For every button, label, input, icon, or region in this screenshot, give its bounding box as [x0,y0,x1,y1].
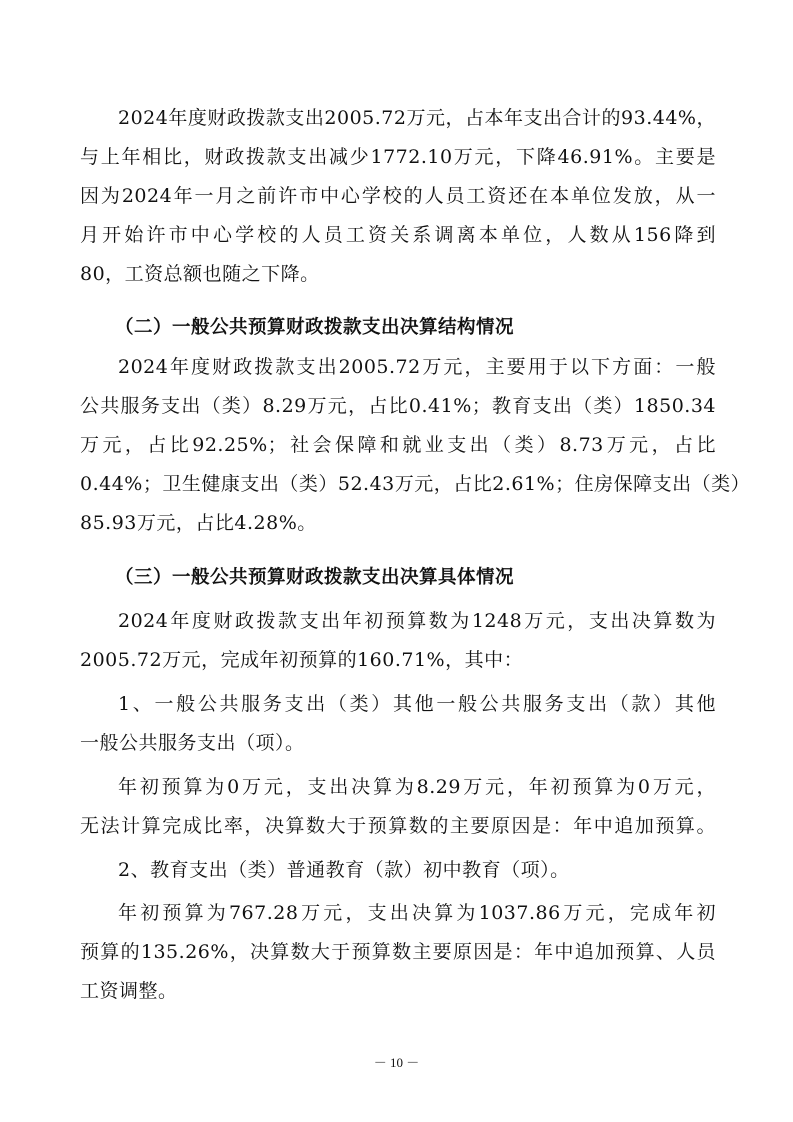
text-line: 年初预算为0万元，支出决算为8.29万元，年初预算为0万元， [118,776,716,798]
text-line: 一般公共服务支出（项）。 [80,732,305,754]
text-line: 公共服务支出（类）8.29万元，占比0.41%；教育支出（类）1850.34 [80,395,716,417]
text-line: 85.93万元，占比4.28%。 [80,512,317,534]
text-line: 无法计算完成比率，决算数大于预算数的主要原因是：年中追加预算。 [80,815,716,837]
text-line: 2024年度财政拨款支出2005.72万元，主要用于以下方面：一般 [118,356,716,378]
section-heading-3: （三）一般公共预算财政拨款支出决算具体情况 [115,567,515,588]
text-line: 工资调整。 [80,980,178,1002]
text-line: 0.44%；卫生健康支出（类）52.43万元，占比2.61%；住房保障支出（类） [80,473,751,495]
text-line: 1、一般公共服务支出（类）其他一般公共服务支出（款）其他 [118,693,716,715]
text-line: 年初预算为767.28万元，支出决算为1037.86万元，完成年初 [118,902,716,924]
section-heading-2: （二）一般公共预算财政拨款支出决算结构情况 [115,317,515,338]
text-line: 万元，占比92.25%；社会保障和就业支出（类）8.73万元，占比 [80,434,716,456]
text-line: 与上年相比，财政拨款支出减少1772.10万元，下降46.91%。主要是 [80,146,716,168]
page-number: － 10 － [373,1055,420,1070]
text-line: 2005.72万元，完成年初预算的160.71%，其中： [80,649,524,671]
text-line: 80，工资总额也随之下降。 [80,263,320,285]
text-line: 因为2024年一月之前许市中心学校的人员工资还在本单位发放，从一 [80,185,716,207]
text-line: 2024年度财政拨款支出年初预算数为1248万元，支出决算数为 [118,610,716,632]
text-line: 预算的135.26%，决算数大于预算数主要原因是：年中追加预算、人员 [80,941,716,963]
text-line: 2024年度财政拨款支出2005.72万元，占本年支出合计的93.44%， [118,107,716,129]
text-line: 2、教育支出（类）普通教育（款）初中教育（项）。 [118,859,570,881]
text-line: 月开始许市中心学校的人员工资关系调离本单位，人数从156降到 [80,224,716,246]
